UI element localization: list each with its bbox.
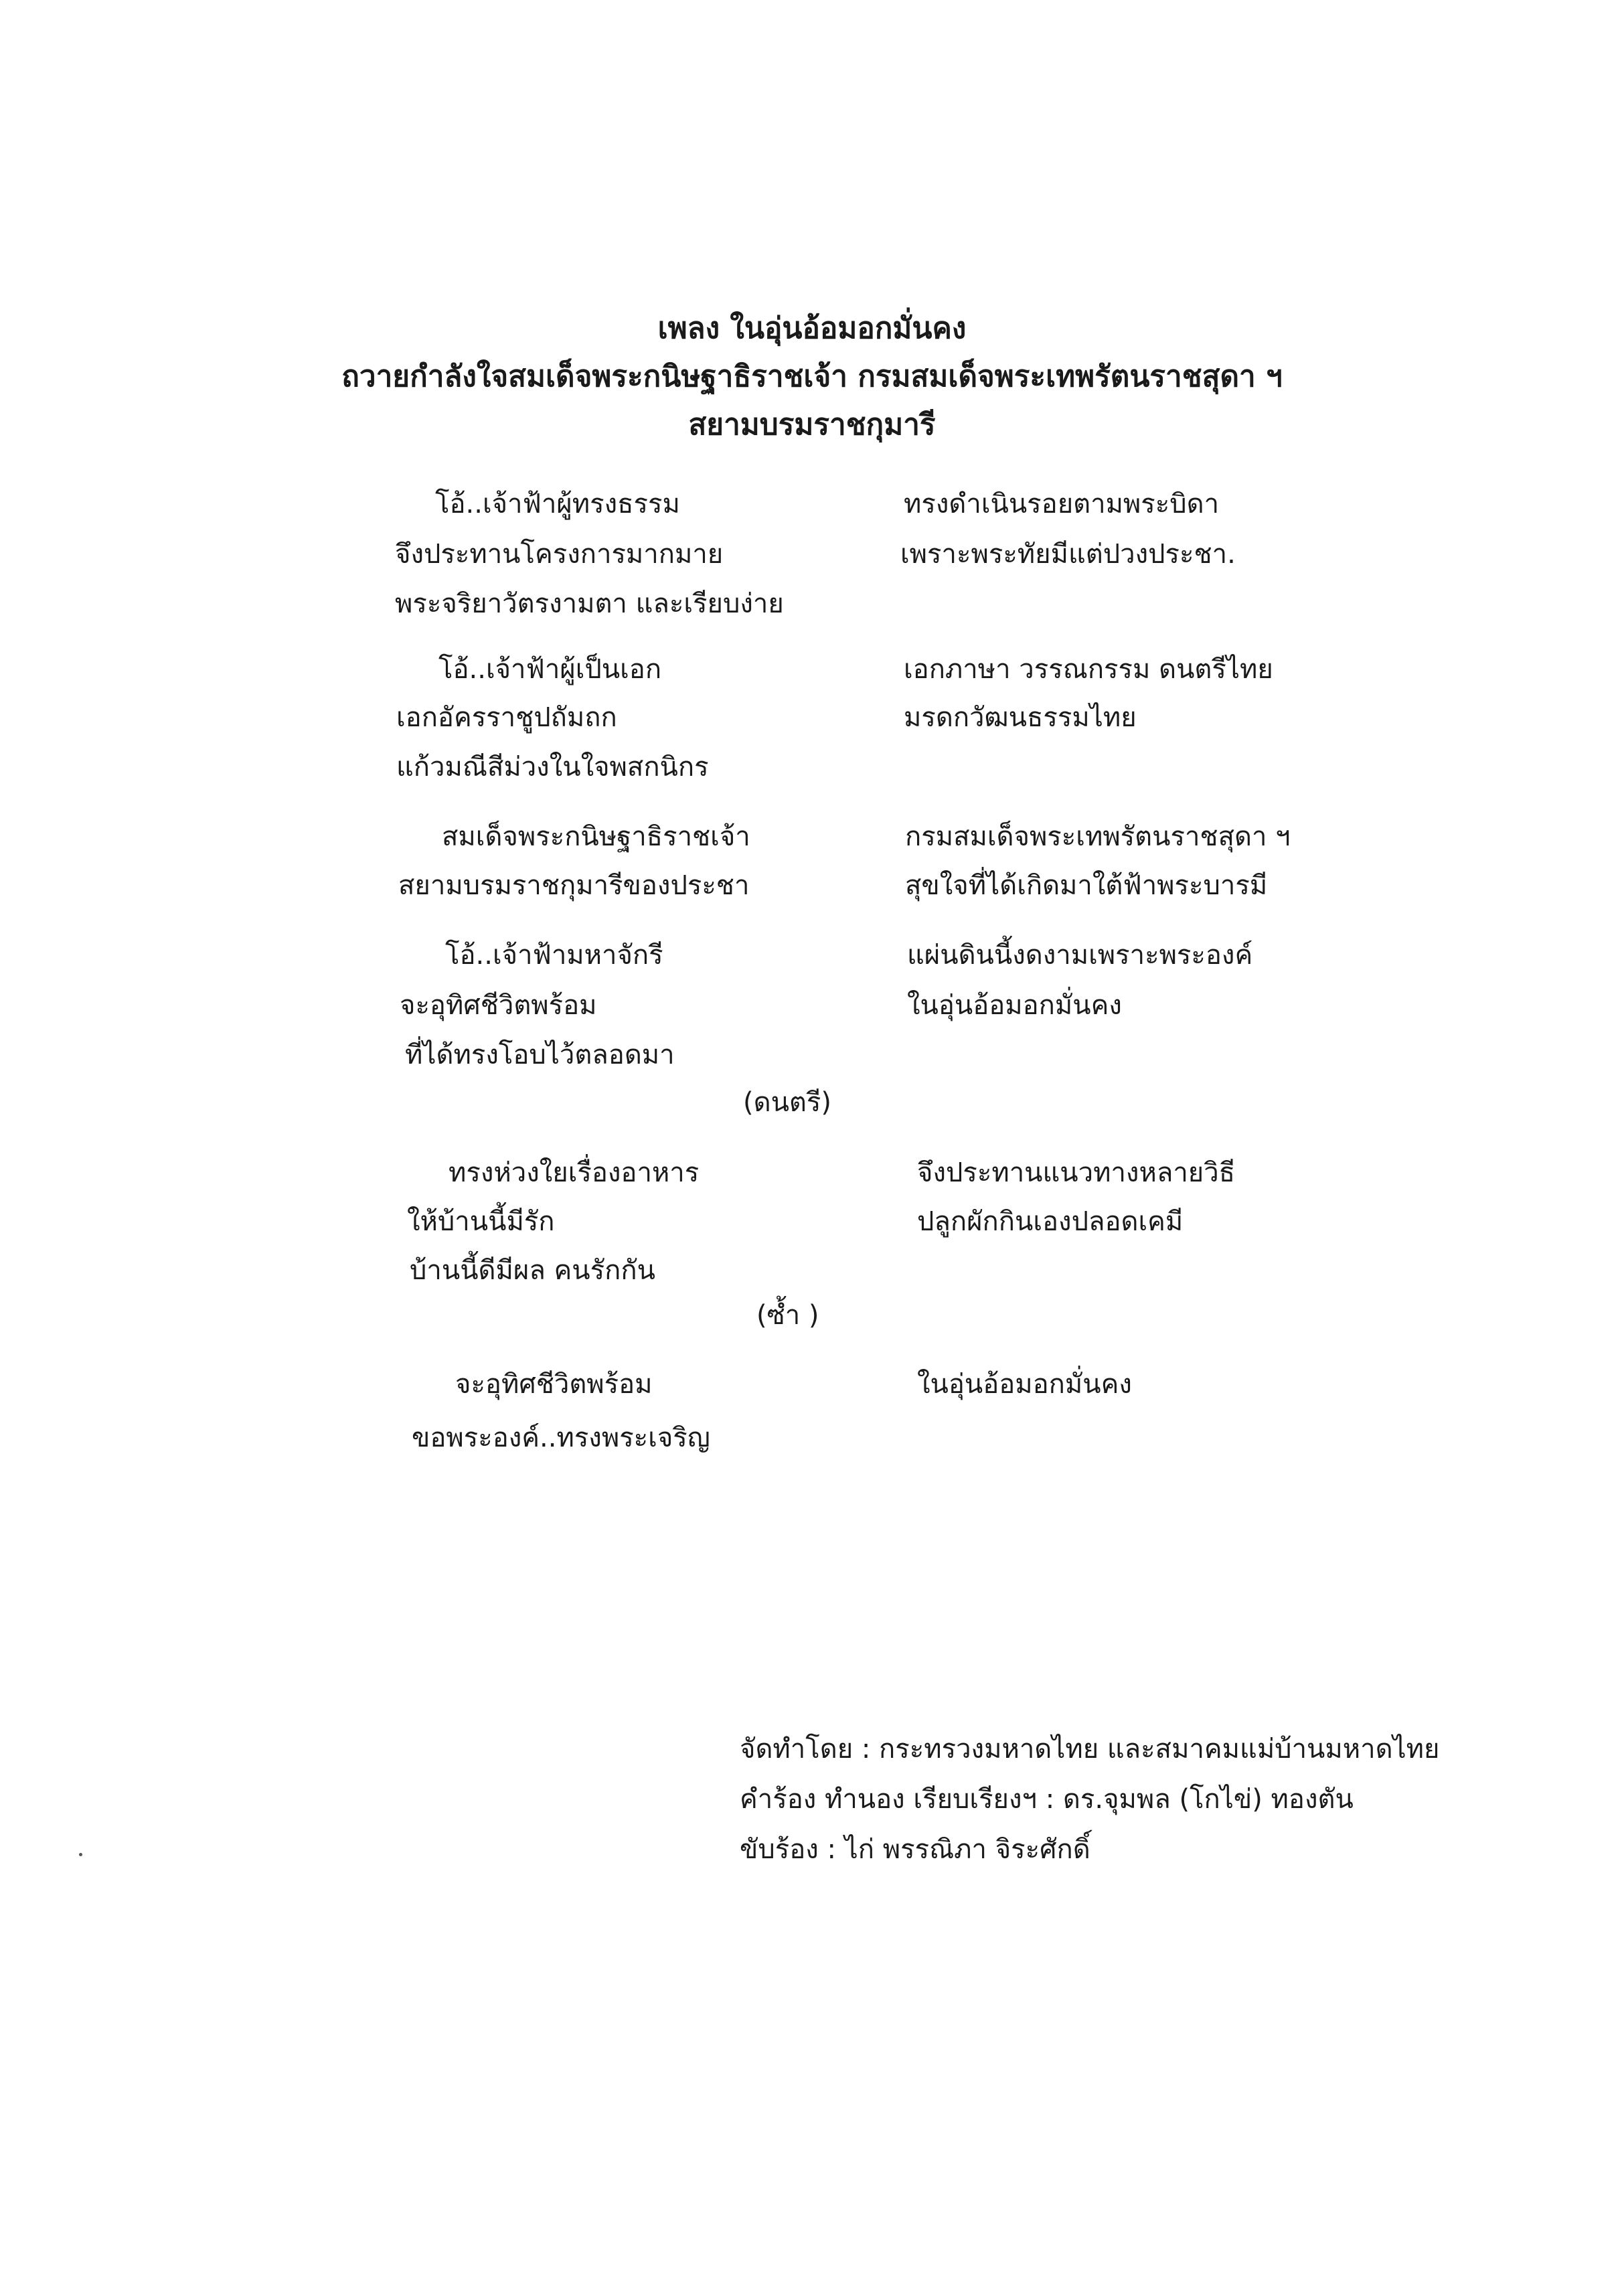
verse-line: จึงประทานแนวทางหลายวิธี xyxy=(917,1157,1236,1188)
singer-credit: ขับร้อง : ไก่ พรรณิภา จิระศักดิ์ xyxy=(740,1834,1090,1865)
dedication-line: ถวายกำลังใจสมเด็จพระกนิษฐาธิราชเจ้า กรมสมเด็จพระเทพรัตนราชสุดา ฯ xyxy=(341,359,1283,394)
song-title-block xyxy=(0,305,1624,449)
interlude-marker: (ดนตรี) xyxy=(743,1087,831,1118)
verse-line: แก้วมณีสีม่วงในใจพสกนิกร xyxy=(396,752,709,783)
verse-line: สยามบรมราชกุมารีของประชา xyxy=(398,870,750,901)
verse-line: จึงประทานโครงการมากมาย xyxy=(395,539,724,570)
verse-line: ขอพระองค์..ทรงพระเจริญ xyxy=(412,1422,710,1453)
verse-line: แผ่นดินนี้งดงามเพราะพระองค์ xyxy=(907,940,1253,971)
verse-line: สุขใจที่ได้เกิดมาใต้ฟ้าพระบารมี xyxy=(905,870,1268,901)
repeat-marker: (ซ้ำ ) xyxy=(756,1300,819,1331)
dedication-line-2: สยามบรมราชกุมารี xyxy=(688,408,936,442)
verse-line: ปลูกผักกินเองปลอดเคมี xyxy=(917,1206,1184,1237)
verse-line: จะอุทิศชีวิตพร้อม xyxy=(455,1369,653,1400)
verse-line: ให้บ้านนี้มีรัก xyxy=(407,1206,555,1237)
verse-line: โอ้..เจ้าฟ้าผู้เป็นเอก xyxy=(438,654,662,685)
organizer-credit: จัดทำโดย : กระทรวงมหาดไทย และสมาคมแม่บ้านมหาดไทย xyxy=(740,1734,1440,1765)
verse-line: ที่ได้ทรงโอบไว้ตลอดมา xyxy=(405,1040,675,1070)
song-title: เพลง ในอุ่นอ้อมอกมั่นคง xyxy=(657,311,967,345)
verse-line: สมเด็จพระกนิษฐาธิราชเจ้า xyxy=(442,821,750,852)
verse-line: บ้านนี้ดีมีผล คนรักกัน xyxy=(410,1255,655,1286)
verse-line: จะอุทิศชีวิตพร้อม xyxy=(400,990,597,1021)
verse-line: กรมสมเด็จพระเทพรัตนราชสุดา ฯ xyxy=(905,821,1291,852)
verse-line: ทรงดำเนินรอยตามพระบิดา xyxy=(904,489,1220,519)
verse-line: โอ้..เจ้าฟ้ามหาจักรี xyxy=(445,940,663,971)
verse-line: ในอุ่นอ้อมอกมั่นคง xyxy=(917,1369,1132,1400)
verse-line: เอกอัครราชูปถัมถก xyxy=(396,702,617,733)
verse-line: เอกภาษา วรรณกรรม ดนตรีไทย xyxy=(904,654,1273,685)
verse-line: เพราะพระทัยมีแต่ปวงประชา. xyxy=(900,539,1236,570)
lyrics-credit: คำร้อง ทำนอง เรียบเรียงฯ : ดร.จุมพล (โกไข่) ทองตัน xyxy=(740,1784,1354,1815)
verse-line: ในอุ่นอ้อมอกมั่นคง xyxy=(907,990,1122,1021)
verse-line: ทรงห่วงใยเรื่องอาหาร xyxy=(449,1157,700,1188)
verse-line: โอ้..เจ้าฟ้าผู้ทรงธรรม xyxy=(435,489,680,519)
verse-line: มรดกวัฒนธรรมไทย xyxy=(904,702,1137,733)
scan-speck xyxy=(79,1853,82,1856)
verse-line: พระจริยาวัตรงามตา และเรียบง่าย xyxy=(395,588,784,619)
